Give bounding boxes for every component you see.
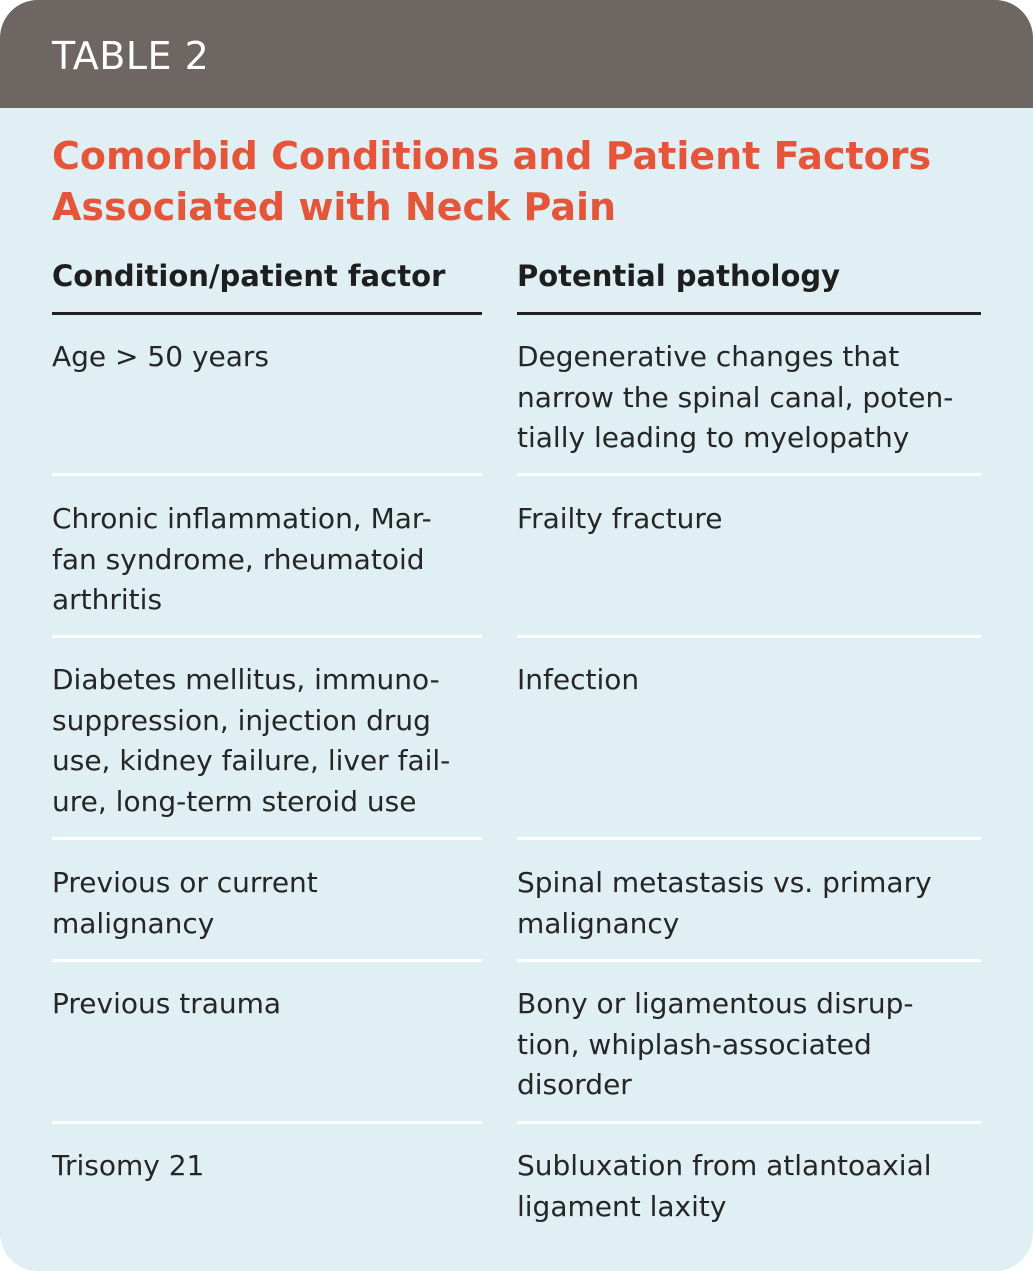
row-divider [517, 1121, 981, 1124]
row-divider [517, 635, 981, 638]
cell-line: Diabetes mellitus, immuno- [52, 663, 440, 696]
header-rule-left [52, 312, 482, 315]
title-line: Comorbid Conditions and Patient Factors [52, 134, 932, 178]
cell-line: Frailty fracture [517, 502, 723, 535]
row-divider [517, 837, 981, 840]
cell-line: Previous or current [52, 866, 318, 899]
cell-pathology [517, 337, 987, 459]
cell-line: malignancy [52, 906, 215, 940]
header-rule-right [517, 312, 981, 315]
cell-line: Degenerative changes that [517, 340, 900, 373]
cell-pathology [517, 1146, 987, 1227]
row-divider [52, 959, 482, 962]
cell-line: arthritis [52, 583, 163, 616]
table-label: TABLE 2 [52, 34, 210, 78]
row-divider [52, 635, 482, 638]
cell-line: Chronic inflammation, Mar- [52, 502, 432, 535]
cell-condition [52, 863, 482, 944]
table-title [52, 131, 1002, 233]
cell-condition [52, 1146, 482, 1187]
cell-line: Previous trauma [52, 987, 282, 1020]
cell-line: ure, long-term steroid use [52, 784, 417, 818]
row-divider [52, 1121, 482, 1124]
cell-line: disorder [517, 1068, 632, 1101]
cell-condition [52, 984, 482, 1025]
column-header-pathology: Potential pathology [517, 259, 841, 293]
title-line: Associated with Neck Pain [52, 185, 617, 229]
column-header-condition: Condition/patient factor [52, 259, 446, 293]
row-divider [52, 837, 482, 840]
cell-condition [52, 337, 482, 378]
cell-line: malignancy [517, 906, 680, 940]
cell-pathology [517, 863, 987, 944]
cell-line: Age > 50 years [52, 340, 269, 373]
cell-line: tially leading to myelopathy [517, 421, 910, 454]
cell-line: fan syndrome, rheumatoid [52, 542, 425, 576]
cell-pathology [517, 499, 987, 540]
cell-condition [52, 499, 482, 621]
cell-pathology [517, 984, 987, 1106]
cell-line: Trisomy 21 [52, 1149, 205, 1182]
cell-line: Subluxation from atlantoaxial [517, 1149, 932, 1182]
cell-line: use, kidney failure, liver fail- [52, 744, 451, 777]
cell-line: Infection [517, 663, 640, 696]
cell-line: Spinal metastasis vs. primary [517, 866, 932, 899]
cell-pathology [517, 660, 987, 701]
row-divider [52, 473, 482, 476]
cell-line: ligament laxity [517, 1189, 727, 1223]
cell-condition [52, 660, 482, 822]
row-divider [517, 959, 981, 962]
cell-line: suppression, injection drug [52, 703, 431, 737]
cell-line: tion, whiplash-associated [517, 1027, 872, 1061]
cell-line: Bony or ligamentous disrup- [517, 987, 914, 1020]
table-header-bar [0, 0, 1033, 108]
cell-line: narrow the spinal canal, poten- [517, 380, 954, 414]
row-divider [517, 473, 981, 476]
